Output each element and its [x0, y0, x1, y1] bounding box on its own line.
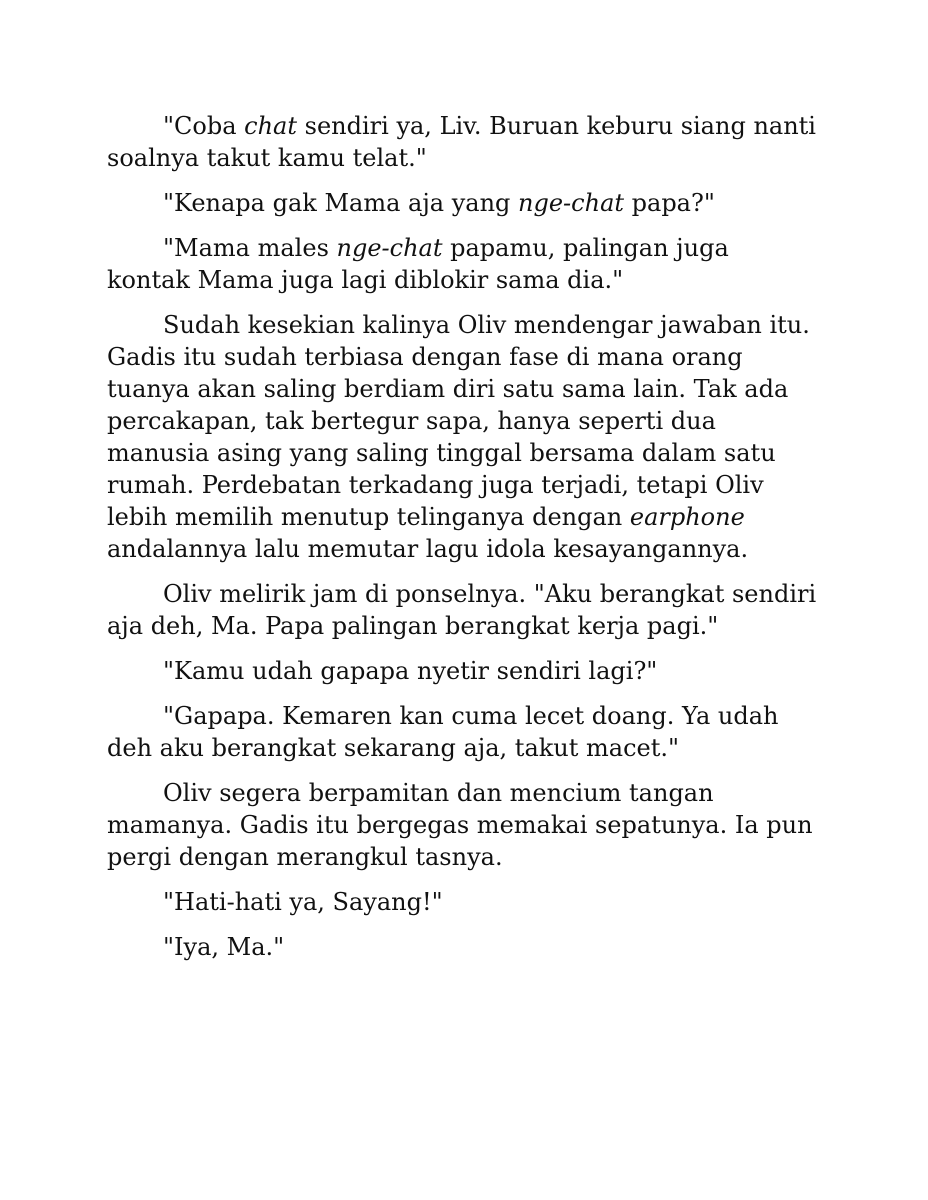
- text-run: "Mama males: [163, 234, 337, 262]
- paragraph-4: [107, 309, 819, 565]
- paragraph-6: [107, 655, 819, 687]
- text-run: "Kenapa gak Mama aja yang: [163, 189, 519, 217]
- paragraph-2: [107, 187, 819, 219]
- italic-run: earphone: [629, 503, 745, 531]
- text-run: Oliv segera berpamitan dan mencium tangan mamanya. Gadis itu bergegas memakai sepatunya. Ia pun pergi dengan merangkul tasnya.: [107, 779, 813, 871]
- italic-run: chat: [244, 112, 298, 140]
- paragraph-7: [107, 700, 819, 764]
- paragraph-1: [107, 110, 819, 174]
- text-run: "Kamu udah gapapa nyetir sendiri lagi?": [163, 657, 658, 685]
- paragraph-8: [107, 777, 819, 873]
- text-run: "Gapapa. Kemaren kan cuma lecet doang. Ya udah deh aku berangkat sekarang aja, takut macet.": [107, 702, 779, 762]
- text-run: "Iya, Ma.": [163, 933, 285, 961]
- story-text: [107, 110, 819, 976]
- paragraph-10: [107, 931, 819, 963]
- text-run: Oliv melirik jam di ponselnya. "Aku berangkat sendiri aja deh, Ma. Papa palingan berangkat kerja pagi.": [107, 580, 817, 640]
- italic-run: nge-chat: [518, 189, 625, 217]
- text-run: sendiri ya, Liv. Buruan keburu siang nanti soalnya takut kamu telat.": [107, 112, 816, 172]
- text-run: papamu, palingan juga kontak Mama juga lagi diblokir sama dia.": [107, 234, 729, 294]
- paragraph-5: [107, 578, 819, 642]
- text-run: "Hati-hati ya, Sayang!": [163, 888, 443, 916]
- text-run: papa?": [624, 189, 715, 217]
- text-run: Sudah kesekian kalinya Oliv mendengar jawaban itu. Gadis itu sudah terbiasa dengan fase di mana orang tuanya akan saling berdiam diri satu sama lain. Tak ada percakapan, tak bertegur sapa, hanya seperti dua manusia asing yang saling tinggal bersama dalam satu rumah. Perdebatan terkadang juga terjadi, tetapi Oliv lebih memilih menutup telinganya dengan: [107, 311, 810, 531]
- text-run: "Coba: [163, 112, 245, 140]
- paragraph-3: [107, 232, 819, 296]
- paragraph-9: [107, 886, 819, 918]
- italic-run: nge-chat: [336, 234, 443, 262]
- text-run: andalannya lalu memutar lagu idola kesayangannya.: [107, 535, 749, 563]
